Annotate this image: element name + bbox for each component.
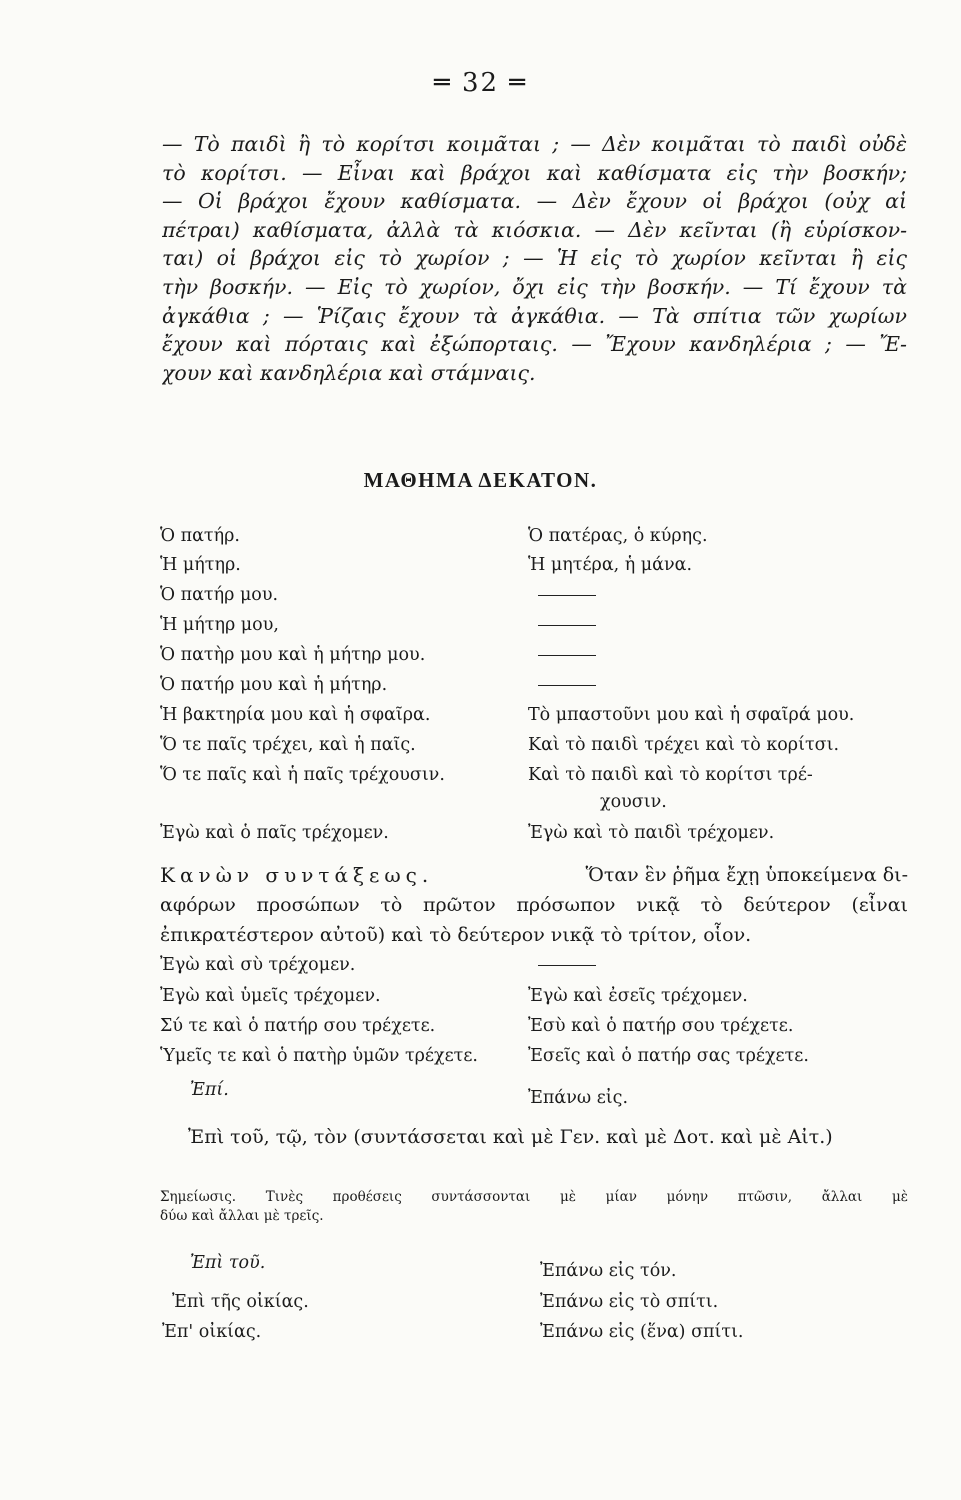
prep-left: Ἐπὶ τοῦ. — [190, 1253, 266, 1273]
prep-row — [0, 1253, 961, 1285]
vocab-right-blank — [528, 585, 596, 605]
vocab-left: Ἐγὼ καὶ ὁ παῖς τρέχομεν. — [160, 823, 389, 843]
vocab-right: Τὸ μπαστοῦνι μου καὶ ἡ σφαῖρά μου. — [528, 705, 855, 725]
rule-line: ἐπικρατέστερον αὐτοῦ) καὶ τὸ δεύτερον νικᾷ τὸ τρίτον, οἷον. — [160, 924, 752, 946]
example-row — [0, 986, 961, 1018]
note-line: δύω καὶ ἄλλαι μὲ τρεῖς. — [160, 1208, 324, 1224]
intro-paragraph — [162, 130, 907, 387]
example-row — [0, 1046, 961, 1078]
rule-line: αφόρων προσώπων τὸ πρῶτον πρόσωπον νικᾷ τὸ δεύτερον (εἶναι — [160, 894, 908, 916]
vocab-right: Καὶ τὸ παιδὶ τρέχει καὶ τὸ κορίτσι. — [528, 735, 840, 755]
prep-row — [0, 1292, 961, 1324]
intro-line: ἀγκάθια ; — Ῥίζαις ἔχουν τὰ ἀγκάθια. — Τὰ σπίτια τῶν χωρίων — [162, 303, 907, 328]
intro-line: — Τὸ παιδὶ ἢ τὸ κορίτσι κοιμᾶται ; — Δὲν κοιμᾶται τὸ παιδὶ οὐδὲ — [162, 132, 907, 156]
example-row — [0, 1016, 961, 1048]
blank-dash — [538, 655, 596, 656]
vocab-right-blank — [528, 615, 596, 635]
vocab-row — [0, 615, 961, 647]
vocab-right: Ὁ πατέρας, ὁ κύρης. — [528, 526, 708, 546]
blank-dash — [538, 625, 596, 626]
intro-line: τὸ κορίτσι. — Εἶναι καὶ βράχοι καὶ καθίσματα εἰς τὴν βοσκήν; — [162, 160, 907, 185]
vocab-row — [0, 705, 961, 737]
blank-dash — [538, 685, 596, 686]
rule-title: Κανὼν συντάξεως. — [160, 863, 434, 887]
example-left: Ἐπί. — [190, 1080, 229, 1100]
page-number — [0, 68, 961, 98]
vocab-right: Ἐγὼ καὶ τὸ παιδὶ τρέχομεν. — [528, 823, 775, 843]
vocab-right-continued: χουσιν. — [600, 792, 667, 812]
vocab-right-blank — [528, 675, 596, 695]
note-line: Σημείωσις. Τινὲς προθέσεις συντάσσονται μὲ μίαν μόνην πτῶσιν, ἄλλαι μὲ — [160, 1189, 908, 1205]
epi-line-row — [0, 1126, 961, 1162]
vocab-left: Ὅ τε παῖς καὶ ἡ παῖς τρέχουσιν. — [160, 765, 445, 785]
example-left: Ἐγὼ καὶ σὺ τρέχομεν. — [160, 955, 356, 975]
prep-row — [0, 1322, 961, 1354]
prep-right: Ἐπάνω εἰς τόν. — [540, 1261, 677, 1281]
page-number-deco-right: ═ — [499, 68, 527, 98]
vocab-row — [0, 792, 961, 824]
vocab-left: Ὁ πατήρ. — [160, 526, 240, 546]
vocab-left: Ὁ πατήρ μου καὶ ἡ μήτηρ. — [160, 675, 388, 695]
intro-line: τὴν βοσκήν. — Εἰς τὸ χωρίον, ὄχι εἰς τὴν βοσκήν. — Τί ἔχουν τὰ — [162, 274, 907, 299]
rule-first-line — [160, 860, 908, 890]
vocab-row — [0, 675, 961, 707]
example-right-blank — [528, 955, 596, 975]
intro-line: χουν καὶ κανδηλέρια καὶ στάμναις. — [162, 360, 536, 385]
rule-line: Ὅταν ἓν ῥῆμα ἔχῃ ὑποκείμενα δι- — [585, 864, 908, 886]
vocab-left: Ὁ πατὴρ μου καὶ ἡ μήτηρ μου. — [160, 645, 426, 665]
page-number-deco-left: ═ — [434, 68, 462, 98]
vocab-row — [0, 645, 961, 677]
example-left: Ἐγὼ καὶ ὑμεῖς τρέχομεν. — [160, 986, 381, 1006]
example-right: Ἐσεῖς καὶ ὁ πατήρ σας τρέχετε. — [528, 1046, 809, 1066]
example-left: Ὑμεῖς τε καὶ ὁ πατὴρ ὑμῶν τρέχετε. — [160, 1046, 478, 1066]
vocab-row — [0, 555, 961, 587]
vocab-left: Ὁ πατήρ μου. — [160, 585, 279, 605]
vocab-left: Ἡ βακτηρία μου καὶ ἡ σφαῖρα. — [160, 705, 431, 725]
example-left: Σύ τε καὶ ὁ πατήρ σου τρέχετε. — [160, 1016, 436, 1036]
vocab-row — [0, 735, 961, 767]
vocab-right: Καὶ τὸ παιδὶ καὶ τὸ κορίτσι τρέ- — [528, 765, 813, 785]
vocab-left: Ὅ τε παῖς τρέχει, καὶ ἡ παῖς. — [160, 735, 416, 755]
prep-right: Ἐπάνω εἰς (ἕνα) σπίτι. — [540, 1322, 744, 1342]
vocab-row — [0, 823, 961, 855]
prep-left: Ἐπὶ τῆς οἰκίας. — [172, 1292, 309, 1312]
example-row — [0, 955, 961, 987]
page-number-value: 32 — [461, 68, 500, 98]
vocab-left: Ἡ μήτηρ μου, — [160, 615, 279, 635]
example-row — [0, 1080, 961, 1112]
vocab-right: Ἡ μητέρα, ἡ μάνα. — [528, 555, 693, 575]
vocab-left: Ἡ μήτηρ. — [160, 555, 241, 575]
epi-line: Ἐπὶ τοῦ, τῷ, τὸν (συντάσσεται καὶ μὲ Γεν. καὶ μὲ Δοτ. καὶ μὲ Αἰτ.) — [188, 1126, 833, 1148]
intro-line: ἔχουν καὶ πόρταις καὶ ἐξώπορταις. — Ἔχουν κανδηλέρια ; — Ἔ- — [162, 332, 907, 357]
prep-left: Ἐπ' οἰκίας. — [162, 1322, 262, 1342]
blank-dash — [538, 595, 596, 596]
vocab-right-blank — [528, 645, 596, 665]
example-right: Ἐγὼ καὶ ἐσεῖς τρέχομεν. — [528, 986, 748, 1006]
blank-dash — [538, 965, 596, 966]
example-right: Ἐσὺ καὶ ὁ πατήρ σου τρέχετε. — [528, 1016, 794, 1036]
intro-line: πέτραι) καθίσματα, ἀλλὰ τὰ κιόσκια. — Δὲν κεῖνται (ἢ εὑρίσκον- — [162, 217, 907, 242]
syntax-rule — [160, 860, 908, 950]
lesson-heading: ΜΑΘΗΜΑ ΔΕΚΑΤΟΝ. — [363, 468, 598, 492]
prep-right: Ἐπάνω εἰς τὸ σπίτι. — [540, 1292, 719, 1312]
footnote — [160, 1188, 908, 1226]
vocab-row — [0, 526, 961, 558]
vocab-row — [0, 585, 961, 617]
intro-line: — Οἱ βράχοι ἔχουν καθίσματα. — Δὲν ἔχουν οἱ βράχοι (οὐχ αἱ — [162, 189, 907, 214]
intro-line: ται) οἱ βράχοι εἰς τὸ χωρίον ; — Ἡ εἰς τὸ χωρίον κεῖνται ἢ εἰς — [162, 246, 907, 271]
example-right: Ἐπάνω εἰς. — [528, 1088, 629, 1108]
